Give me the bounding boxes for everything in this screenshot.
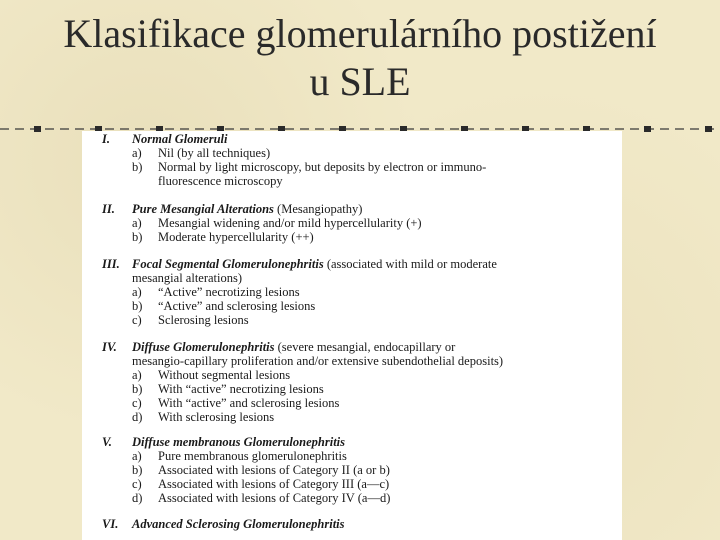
category-1-item-b: b) Normal by light microscopy, but deposits by electron or immuno- — [132, 160, 487, 174]
category-1-item-a: a) Nil (by all techniques) — [132, 146, 271, 160]
category-3-roman: III. — [102, 257, 120, 271]
slide-title-line-2: u SLE — [309, 59, 411, 104]
category-5-item-c: c) Associated with lesions of Category III (a—c) — [132, 477, 390, 491]
category-5-item-a: a) Pure membranous glomerulonephritis — [132, 449, 347, 463]
category-2-name: Pure Mesangial Alterations — [132, 202, 274, 216]
category-3-item-b: b) “Active” and sclerosing lesions — [132, 299, 316, 313]
category-5 — [82, 435, 622, 505]
category-3 — [82, 257, 622, 327]
category-6-roman: VI. — [102, 517, 119, 531]
category-1-roman: I. — [102, 132, 110, 146]
category-2-note: (Mesangiopathy) — [277, 202, 363, 216]
category-4-item-c: c) With “active” and sclerosing lesions — [132, 396, 340, 410]
category-1-name: Normal Glomeruli — [132, 132, 228, 146]
category-3-note: (associated with mild or moderate — [326, 257, 497, 271]
category-5-item-b: b) Associated with lesions of Category II (a or b) — [132, 463, 390, 477]
category-2-item-a: a) Mesangial widening and/or mild hypercellularity (+) — [132, 216, 422, 230]
category-4-note-cont: mesangio-capillary proliferation and/or extensive subendothelial deposits) — [132, 354, 504, 368]
category-1-item-b-cont: fluorescence microscopy — [158, 174, 283, 188]
slide-title-line-1: Klasifikace glomerulárního postižení — [63, 11, 657, 56]
category-4-item-d: d) With sclerosing lesions — [132, 410, 275, 424]
category-5-name: Diffuse membranous Glomerulonephritis — [132, 435, 346, 449]
category-4-item-b: b) With “active” necrotizing lesions — [132, 382, 324, 396]
category-4-item-a: a) Without segmental lesions — [132, 368, 291, 382]
category-4-note: (severe mesangial, endocapillary or — [277, 340, 456, 354]
category-2-roman: II. — [102, 202, 115, 216]
slide-title — [0, 10, 720, 106]
category-3-item-c: c) Sclerosing lesions — [132, 313, 249, 327]
category-3-name: Focal Segmental Glomerulonephritis — [132, 257, 324, 271]
category-4-name: Diffuse Glomerulonephritis — [132, 340, 275, 354]
category-4 — [82, 340, 622, 424]
category-3-note-cont: mesangial alterations) — [132, 271, 243, 285]
category-5-roman: V. — [102, 435, 112, 449]
category-6 — [82, 517, 622, 531]
classification-table-image — [82, 131, 622, 540]
category-5-item-d: d) Associated with lesions of Category IV (a—d) — [132, 491, 391, 505]
category-6-name: Advanced Sclerosing Glomerulonephritis — [132, 517, 345, 531]
category-3-item-a: a) “Active” necrotizing lesions — [132, 285, 300, 299]
category-4-roman: IV. — [102, 340, 117, 354]
category-2 — [82, 202, 622, 244]
category-1 — [82, 132, 622, 188]
category-2-item-b: b) Moderate hypercellularity (++) — [132, 230, 314, 244]
